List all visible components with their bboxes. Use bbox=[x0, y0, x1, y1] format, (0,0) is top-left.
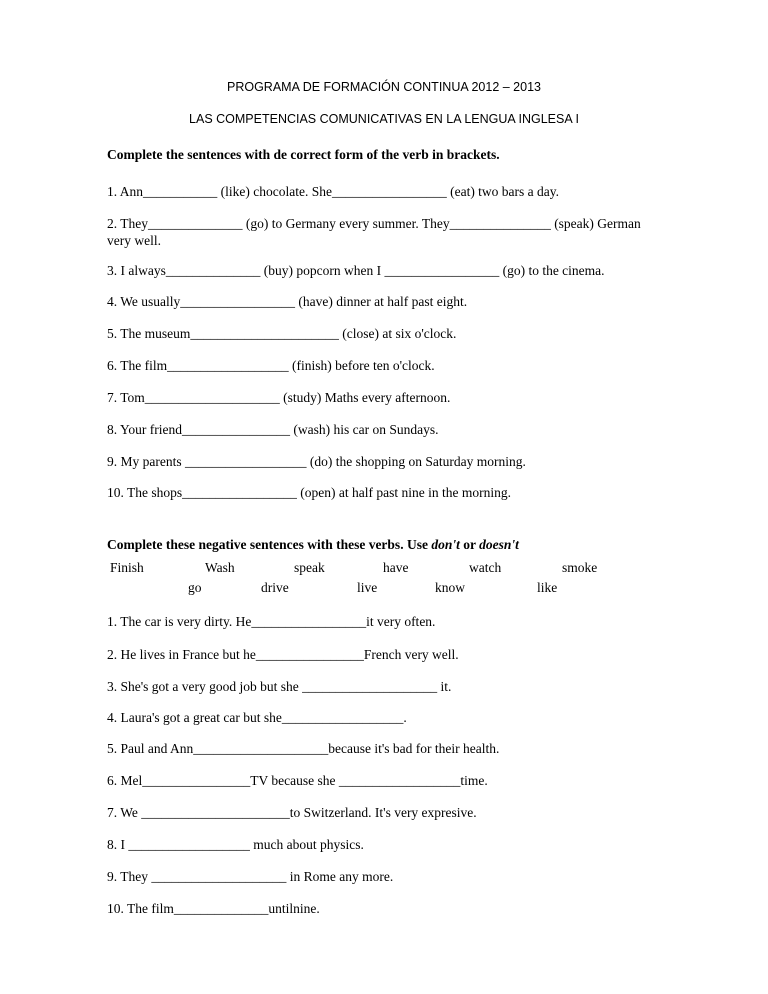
section1-item-8: 8. Your friend________________ (wash) his car on Sundays. bbox=[107, 422, 439, 437]
section2-item-8: 8. I __________________ much about physics. bbox=[107, 837, 364, 852]
section2-item-10: 10. The film______________untilnine. bbox=[107, 901, 320, 916]
section1-item-3: 3. I always______________ (buy) popcorn when I _________________ (go) to the cinema. bbox=[107, 263, 605, 278]
verb-speak: speak bbox=[294, 560, 325, 575]
verb-go: go bbox=[188, 580, 202, 595]
section2-item-6: 6. Mel________________TV because she __________________time. bbox=[107, 773, 488, 788]
instruction-or: or bbox=[459, 537, 480, 552]
section2-item-4: 4. Laura's got a great car but she__________________. bbox=[107, 710, 407, 725]
verb-have: have bbox=[383, 560, 409, 575]
instruction-dont: don't bbox=[431, 537, 460, 552]
course-title: LAS COMPETENCIAS COMUNICATIVAS EN LA LENGUA INGLESA I bbox=[189, 112, 579, 126]
instruction-doesnt: doesn't bbox=[479, 537, 519, 552]
section2-item-1: 1. The car is very dirty. He_________________it very often. bbox=[107, 614, 436, 629]
instruction-prefix: Complete these negative sentences with these verbs. Use bbox=[107, 537, 432, 552]
verb-finish: Finish bbox=[110, 560, 144, 575]
section1-item-9: 9. My parents __________________ (do) the shopping on Saturday morning. bbox=[107, 454, 526, 469]
section1-item-6: 6. The film__________________ (finish) before ten o'clock. bbox=[107, 358, 435, 373]
section1-item-4: 4. We usually_________________ (have) dinner at half past eight. bbox=[107, 294, 468, 309]
section2-item-5: 5. Paul and Ann____________________because it's bad for their health. bbox=[107, 741, 500, 756]
verb-drive: drive bbox=[261, 580, 289, 595]
section1-item-5: 5. The museum______________________ (close) at six o'clock. bbox=[107, 326, 457, 341]
section1-item-1: 1. Ann___________ (like) chocolate. She_________________ (eat) two bars a day. bbox=[107, 184, 560, 199]
program-title: PROGRAMA DE FORMACIÓN CONTINUA 2012 – 2013 bbox=[227, 80, 541, 94]
verb-live: live bbox=[357, 580, 378, 595]
section2-item-2: 2. He lives in France but he________________French very well. bbox=[107, 647, 459, 662]
section1-item-7: 7. Tom____________________ (study) Maths every afternoon. bbox=[107, 390, 451, 405]
verb-know: know bbox=[435, 580, 465, 595]
section2-item-7: 7. We ______________________to Switzerland. It's very expresive. bbox=[107, 805, 477, 820]
verb-like: like bbox=[537, 580, 558, 595]
verb-smoke: smoke bbox=[562, 560, 598, 575]
verb-watch: watch bbox=[469, 560, 502, 575]
section1-item-10: 10. The shops_________________ (open) at half past nine in the morning. bbox=[107, 485, 511, 500]
section2-item-9: 9. They ____________________ in Rome any more. bbox=[107, 869, 394, 884]
section2-item-3: 3. She's got a very good job but she ____________________ it. bbox=[107, 679, 452, 694]
section1-instruction: Complete the sentences with de correct form of the verb in brackets. bbox=[107, 147, 500, 162]
verb-wash: Wash bbox=[205, 560, 235, 575]
section2-instruction bbox=[107, 537, 519, 553]
section1-item-2: 2. They______________ (go) to Germany every summer. They_______________ (speak) German very well. bbox=[107, 216, 641, 248]
